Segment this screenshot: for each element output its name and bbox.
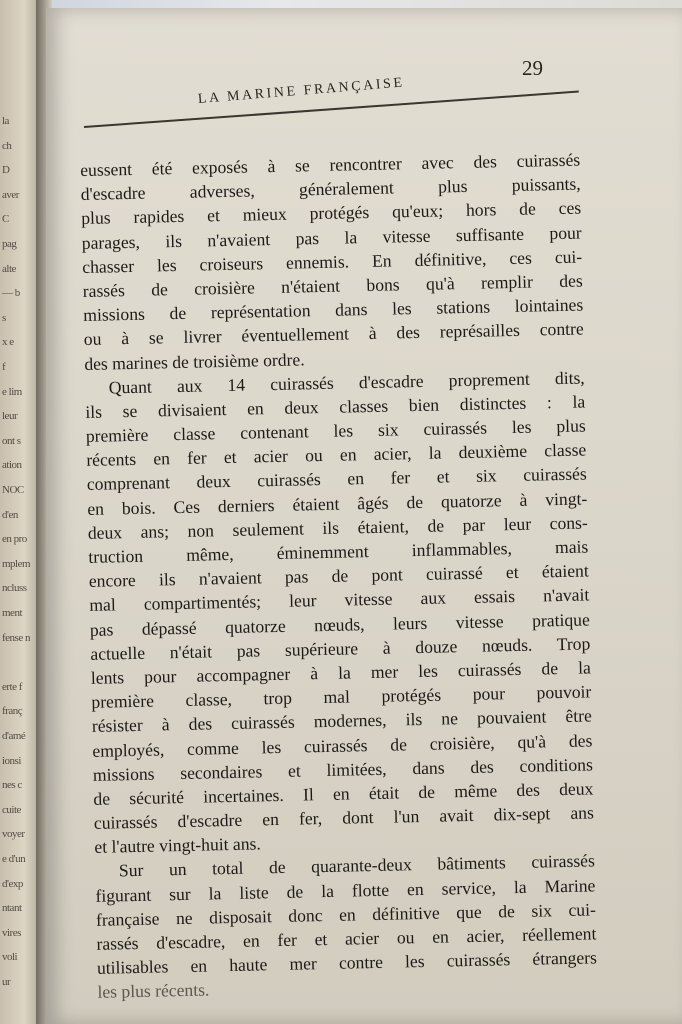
left-page-fragment: C — [2, 213, 9, 226]
left-page-fragment: ment — [2, 607, 22, 619]
text-line: missions de représentation dans les stations lointaines — [83, 294, 584, 326]
text-line: encore ils n'avaient pas de pont cuirassé et étaient — [88, 560, 589, 592]
text-line: missions secondaires et limitées, dans des conditions — [92, 754, 594, 785]
left-page-fragment: vires — [2, 926, 21, 939]
left-page-fragment: pag — [2, 238, 17, 250]
text-line: eussent été exposés à se rencontrer avec des cuirassés — [80, 149, 581, 180]
text-line: deux ans; non seulement ils étaient, de par leur cons- — [87, 512, 588, 543]
left-page-fragment: ncluss — [2, 582, 27, 595]
left-page-fragment: ntant — [2, 902, 22, 915]
left-page-fragment: ionsi — [2, 754, 21, 767]
text-line: mal compartimentés; leur vitesse aux essais n'avait — [89, 584, 590, 616]
text-line: première classe contenant les six cuirassés les plus — [85, 415, 586, 446]
left-page-fragment: NOC — [2, 484, 24, 496]
left-page-fragment: aver — [2, 188, 19, 201]
text-line: ou à se livrer éventuellement à des représailles contre — [83, 318, 584, 350]
text-line: ils se divisaient en deux classes bien distinctes : la — [85, 391, 586, 422]
text-line: première classe, trop mal protégés pour pouvoir — [91, 681, 592, 713]
text-line: pas dépassé quatorze nœuds, leurs vitesse pratique — [89, 608, 590, 640]
page-number: 29 — [522, 56, 543, 80]
text-line: rassés d'escadre, en fer et acier ou en acier, réellement — [96, 923, 597, 954]
text-line: d'escadre adverses, généralement plus puissants, — [80, 173, 581, 205]
text-line: employés, comme les cuirassés de croisière, qu'à des — [92, 729, 593, 761]
left-page-fragment: D — [2, 164, 10, 177]
text-line: chasser les croiseurs ennemis. En définitive, ces cui- — [82, 246, 583, 277]
left-page-fragment: d'en — [2, 508, 18, 521]
book-page — [46, 8, 682, 1024]
left-page-fragment: en pro — [2, 533, 27, 546]
left-page-fragment: erte f — [2, 680, 22, 693]
left-page-fragment: d'exp — [2, 877, 23, 890]
text-line: rassés de croisière n'étaient bons qu'à remplir des — [82, 270, 583, 301]
text-line: truction même, éminemment inflammables, mais — [88, 536, 589, 567]
running-head: LA MARINE FRANÇAISE — [197, 75, 406, 107]
text-line: actuelle n'était pas supérieure à douze nœuds. Trop — [90, 633, 591, 664]
left-page-fragment: fense n — [2, 631, 30, 644]
left-page-fragment: s — [2, 311, 6, 324]
left-page-fragment: ch — [2, 139, 12, 152]
left-page-fragment: — b — [2, 287, 20, 300]
text-line: des marines de troisième ordre. — [84, 348, 305, 374]
left-page-fragment: d'amé — [2, 730, 26, 742]
left-page-fragment: franç — [2, 705, 23, 718]
text-line: de sécurité incertaines. Il en était de même des deux — [93, 778, 594, 809]
left-page-fragment: ation — [2, 459, 22, 472]
left-page-fragment: alte — [2, 262, 16, 275]
left-page-fragment: voli — [2, 951, 18, 964]
left-page-fragment: la — [2, 115, 9, 127]
body-text — [80, 148, 598, 1005]
left-page-fragment: f — [2, 361, 6, 373]
left-page-fragment: x e — [2, 336, 14, 349]
left-page-fragment: ont s — [2, 434, 21, 447]
text-line: les plus récents. — [97, 979, 210, 1003]
text-line: et l'autre vingt-huit ans. — [94, 833, 261, 858]
text-line: comprenant deux cuirassés en fer et six cuirassés — [86, 463, 587, 495]
text-line: résister à des cuirassés modernes, ils ne pouvaient être — [91, 705, 593, 737]
left-page-fragment: leur — [2, 410, 18, 423]
text-line: cuirassés d'escadre en fer, dont l'un avait dix-sept ans — [93, 802, 595, 833]
text-line: plus rapides et mieux protégés qu'eux; hors de ces — [81, 197, 582, 229]
left-page-fragment: nes c — [2, 779, 22, 792]
text-line: récents en fer et acier ou en acier, la deuxième classe — [86, 439, 587, 471]
text-line: parages, ils n'avaient pas la vitesse suffisante pour — [81, 222, 582, 253]
left-page-fragment: cuite — [2, 803, 21, 816]
left-page-fragment: e lim — [2, 385, 22, 398]
text-line: française ne disposait donc en définitive que de six cui- — [95, 899, 597, 930]
text-line: Sur un total de quarante-deux bâtiments cuirassés — [118, 850, 596, 881]
text-line: lents pour accompagner à la mer les cuirassés de la — [90, 657, 591, 688]
left-page-fragment: e d'un — [2, 853, 26, 865]
text-line: Quant aux 14 cuirassés d'escadre proprement dits, — [108, 367, 585, 398]
text-line: utilisables en haute mer contre les cuirassés étrangers — [96, 947, 598, 979]
left-page-fragment: voyer — [2, 828, 25, 841]
left-page-fragment: mplem — [2, 557, 31, 570]
text-line: en bois. Ces derniers étaient âgés de quatorze à vingt- — [87, 488, 588, 519]
text-line: figurant sur la liste de la flotte en service, la Marine — [95, 874, 596, 906]
left-page-fragment: ur — [2, 976, 11, 988]
